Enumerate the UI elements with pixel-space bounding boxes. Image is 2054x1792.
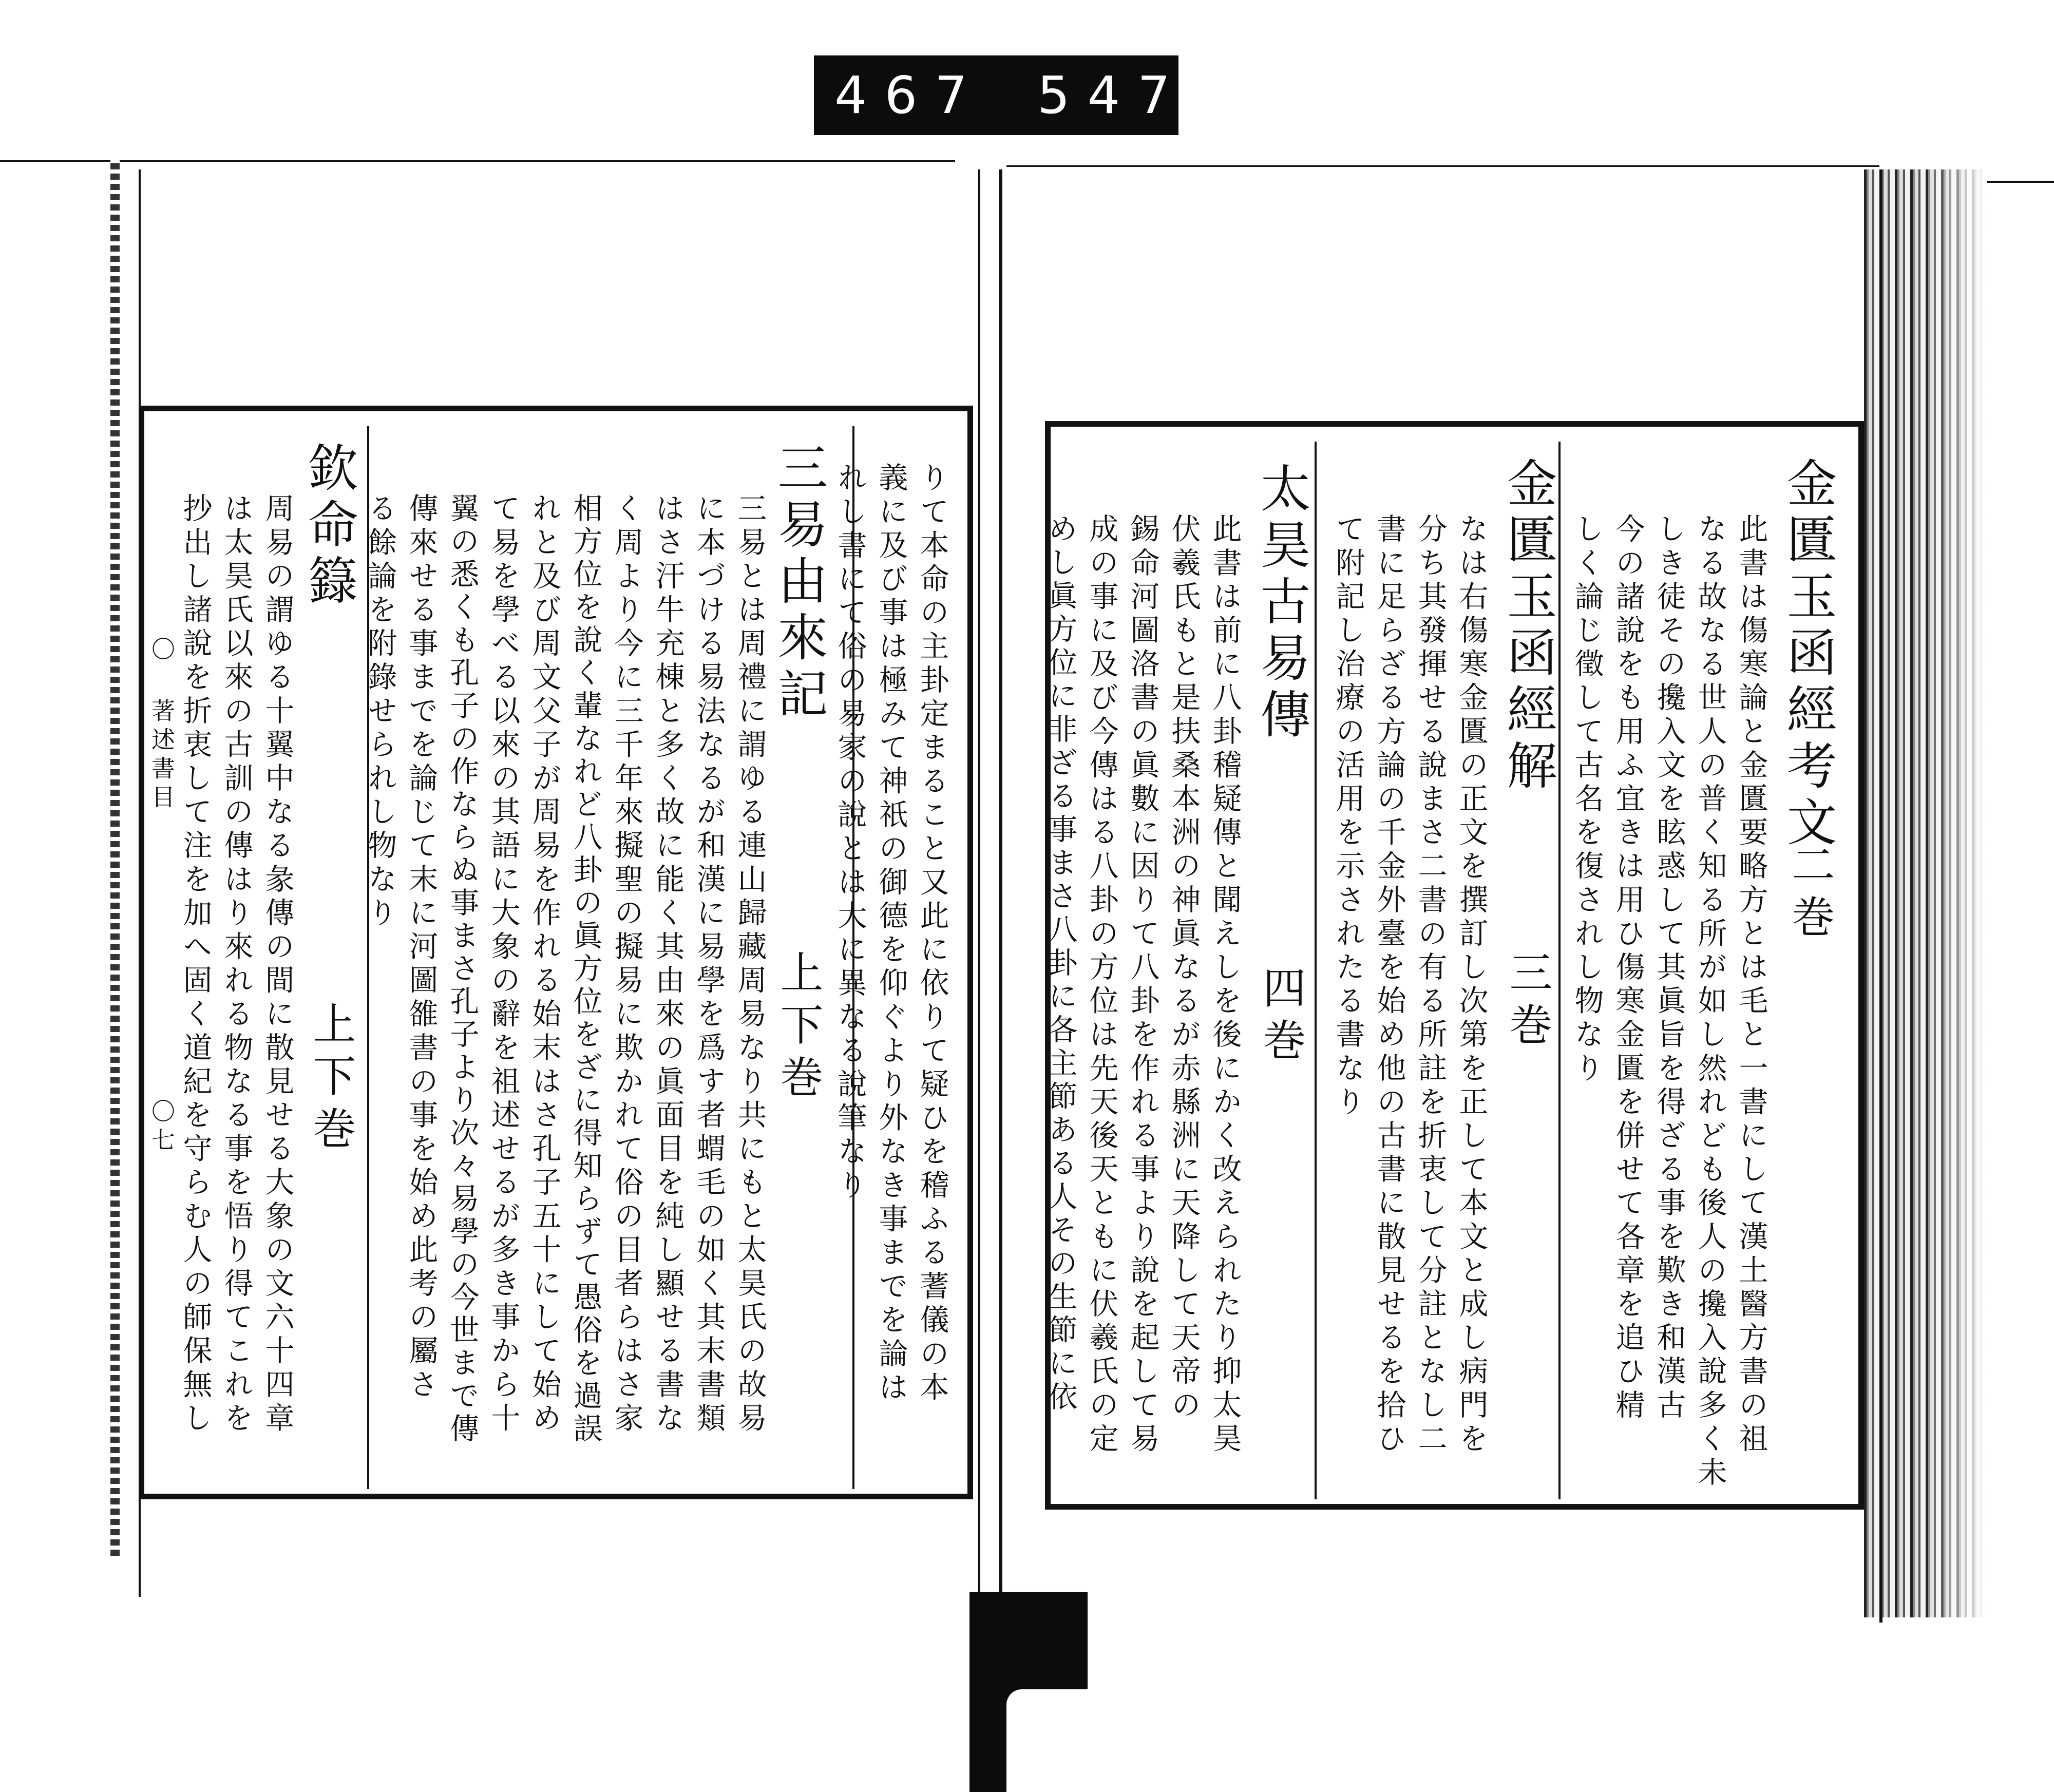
continuation-line: れし書にて俗の易家の說とは大に異なる說筆なり	[833, 462, 867, 1204]
right-page-outer-edge	[1879, 169, 1882, 1623]
body-line: て易を學べる以來の其語に大象の辭を祖述せるが多き事から十	[486, 493, 520, 1436]
body-line: 傳來せる事までを論じて末に河圖雒書の事を始め此考の屬さ	[404, 493, 438, 1403]
body-line: はさ汗牛充棟と多く故に能く其由來の眞面目を純し顯せる書な	[651, 493, 684, 1436]
right-column-divider-2	[1315, 442, 1317, 1499]
entry-volumes-kinki-keikai: 三巻	[1503, 950, 1553, 1055]
gutter-gap	[1006, 1689, 1089, 1792]
body-line: 抄出し諸說を折衷して注を加へ固く道紀を守らむ人の師保無し	[178, 493, 212, 1436]
entry-title-kinki-kobun: 金匱玉函經考文	[1778, 457, 1837, 852]
continuation-line: りて本命の主卦定まること又此に依りて疑ひを稽ふる蓍儀の本	[915, 462, 949, 1405]
entry-volumes-taiko-koekiden: 四巻	[1256, 965, 1306, 1070]
right-column-divider-1	[1558, 442, 1561, 1499]
entry-volumes-kinki-kobun: 二巻	[1785, 842, 1835, 947]
body-line: 三易とは周禮に謂ゆる連山歸藏周易なり共にもと太昊氏の故易	[733, 493, 767, 1436]
body-line: て附記し治療の活用を示されたる書なり	[1331, 513, 1365, 1120]
page-stack-fade	[1926, 169, 1987, 1617]
body-line: 伏羲氏もと是扶桑本洲の神眞なるが赤縣洲に天降して天帝の	[1167, 513, 1201, 1423]
body-line: は太昊氏以來の古訓の傳はり來れる物なる事を悟り得てこれを	[219, 493, 253, 1436]
section-heading: 〇 著述書目	[148, 637, 176, 813]
body-line: なは右傷寒金匱の正文を撰訂し次第を正して本文と成し病門を	[1454, 513, 1488, 1457]
body-line: 相方位を說く輩なれど八卦の眞方位をざに得知らずて愚俗を過誤	[568, 493, 602, 1446]
entry-title-kinmeiroku: 欽命籙	[299, 442, 358, 611]
left-page-top-edge	[0, 160, 955, 162]
body-line: 書に足らざる方論の千金外臺を始め他の古書に散見せるを拾ひ	[1372, 513, 1406, 1457]
body-line: 錫命河圖洛書の眞數に因りて八卦を作れる事より說を起して易	[1126, 513, 1159, 1457]
body-line: しく論じ徵して古名を復されし物なり	[1570, 513, 1604, 1086]
body-line: 成の事に及び今傳はる八卦の方位は先天後天ともに伏羲氏の定	[1085, 513, 1118, 1457]
gutter-line	[999, 169, 1002, 1607]
body-line: 今の諸說をも用ふ宜きは用ひ傷寒金匱を併せて各章を追ひ精	[1611, 513, 1645, 1423]
catalog-label	[814, 55, 1222, 135]
body-line: に本づける易法なるが和漢に易學を爲す者蝟毛の如く其末書類	[692, 493, 726, 1436]
right-page-top-edge	[1006, 165, 1879, 167]
body-line: れと及び周文父子が周易を作れる始末はさ孔子五十にして始め	[527, 493, 561, 1436]
body-line: 周易の謂ゆる十翼中なる彖傳の間に散見せる大象の文六十四章	[260, 493, 294, 1436]
body-line: く周より今に三千年來擬聖の擬易に欺かれて俗の目者らはさ家	[610, 493, 643, 1436]
entry-title-saneki-yuraiki: 三易由來記	[769, 442, 828, 724]
entry-title-kinki-keikai: 金匱玉函經解	[1498, 457, 1557, 796]
body-line: しき徒その攙入文を眩惑して其眞旨を得ざる事を歎き和漢古	[1652, 513, 1686, 1423]
body-line: 此書は傷寒論と金匱要略方とは毛と一書にして漢土醫方書の祖	[1734, 513, 1768, 1457]
continuation-line: 義に及び事は極みて神祇の御德を仰ぐより外なき事までを論は	[874, 462, 908, 1405]
page-number: 〇七	[148, 1099, 176, 1156]
entry-volumes-kinmeiroku: 上下巻	[306, 1001, 356, 1158]
body-line: 此書は前に八卦稽疑傳と聞えしを後にかく改えられたり抑太昊	[1208, 513, 1242, 1457]
body-line: めし眞方位に非ざる事まさ八卦に各主節ある人その生節に依	[1043, 513, 1077, 1415]
body-line: る餘論を附錄せられし物なり	[363, 493, 397, 931]
left-page-outer-edge	[110, 159, 120, 1556]
left-page-inner-line	[978, 169, 980, 1597]
body-line: 分ち其發揮せる說まさ二書の有る所註を折衷して分註となし二	[1413, 513, 1447, 1457]
entry-volumes-saneki-yuraiki: 上下巻	[773, 950, 824, 1107]
label-right-number: 547.	[1037, 65, 1222, 125]
entry-title-taiko-koekiden: 太昊古易傳	[1252, 462, 1310, 745]
body-line: なる故なる世人の普く知る所が如し然れども後人の攙入說多く未	[1693, 513, 1727, 1491]
body-line: 翼の悉くも孔子の作ならぬ事まさ孔子より次々易學の今世まで傳	[445, 493, 479, 1446]
label-left-number: 467	[834, 65, 985, 125]
